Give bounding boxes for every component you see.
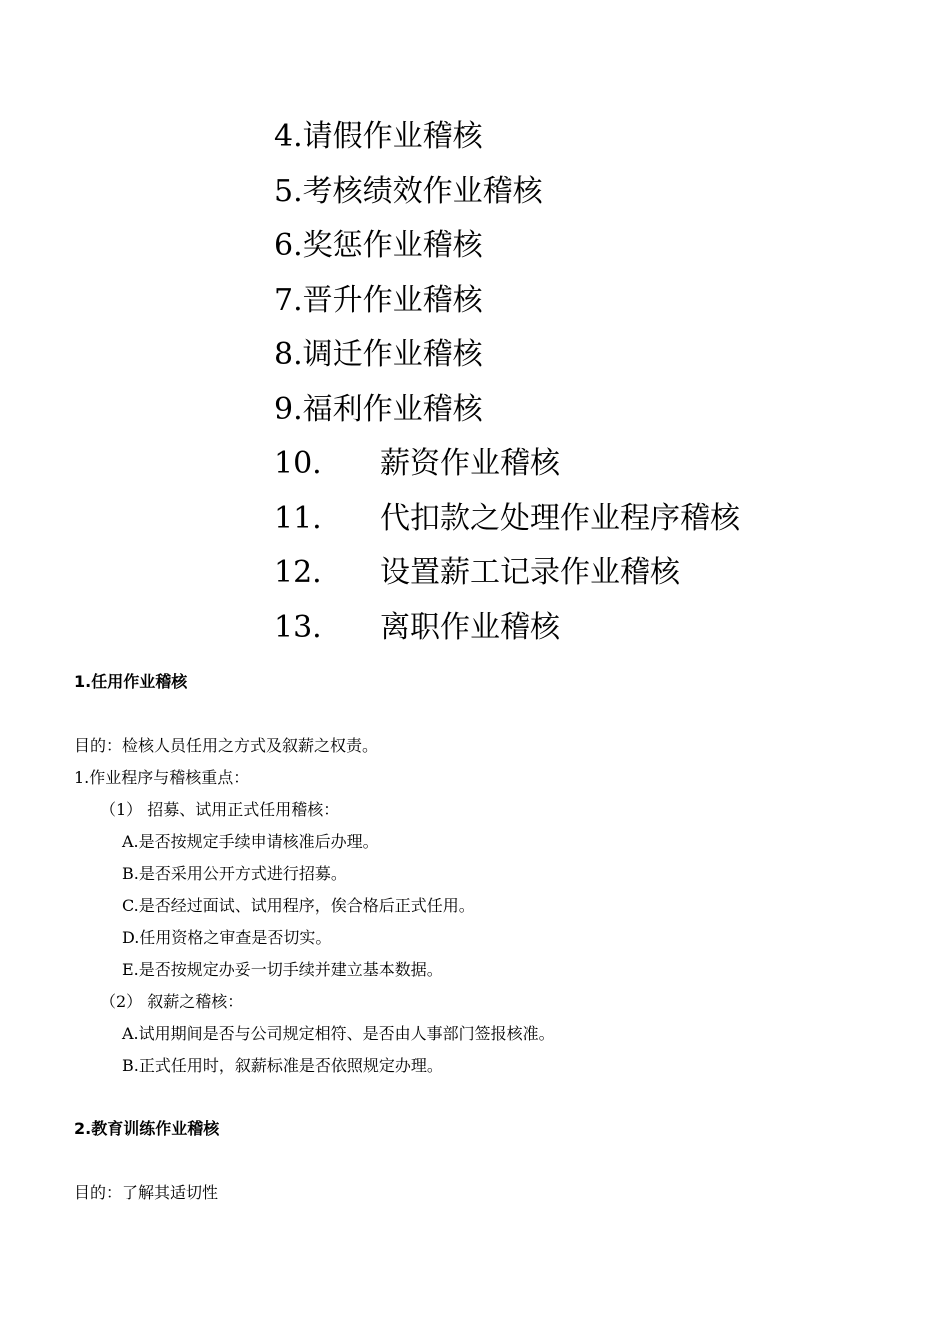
toc-item-number: 4. — [274, 119, 303, 154]
toc-item-number: 7. — [274, 282, 303, 318]
check-item: A.是否按规定手续申请核准后办理。 — [122, 832, 379, 851]
toc-item — [274, 110, 740, 165]
toc-item-number: 11. — [274, 500, 322, 536]
toc-item-title: 晋升作业稽核 — [302, 282, 483, 318]
toc-item — [274, 437, 740, 492]
purpose-text: 目的：检核人员任用之方式及叙薪之权责。 — [74, 736, 379, 755]
toc-item-title: 薪资作业稽核 — [380, 446, 560, 481]
toc-item-title: 离职作业稽核 — [380, 609, 560, 645]
toc-item-number: 8. — [274, 337, 303, 372]
check-item: A.试用期间是否与公司规定相符、是否由人事部门签报核准。 — [122, 1024, 555, 1043]
subsection-title: （1） 招募、试用正式任用稽核： — [100, 800, 340, 819]
toc-item-number: 10. — [274, 446, 322, 481]
toc-item — [274, 328, 740, 383]
toc-list — [274, 110, 740, 655]
procedure-title: 1.作业程序与稽核重点： — [74, 768, 250, 787]
toc-item-title: 调迁作业稽核 — [302, 337, 483, 372]
section-heading-appointment: 1.任用作业稽核 — [74, 672, 188, 691]
toc-item-title: 福利作业稽核 — [302, 391, 483, 427]
toc-item-number: 13. — [274, 609, 322, 645]
toc-item-number: 5. — [274, 173, 303, 209]
purpose-text: 目的：了解其适切性 — [74, 1183, 219, 1202]
toc-item-number: 12. — [274, 555, 322, 590]
toc-item-number: 9. — [274, 391, 303, 427]
toc-item-title: 奖惩作业稽核 — [302, 228, 483, 263]
toc-item-number: 6. — [274, 228, 303, 263]
toc-item-title: 请假作业稽核 — [302, 119, 483, 154]
section-heading-training: 2.教育训练作业稽核 — [74, 1119, 220, 1138]
check-item: D.任用资格之审查是否切实。 — [122, 928, 332, 947]
toc-item — [274, 274, 740, 329]
check-item: C.是否经过面试、试用程序，俟合格后正式任用。 — [122, 896, 475, 915]
toc-item — [274, 383, 740, 438]
check-item: B.正式任用时，叙薪标准是否依照规定办理。 — [122, 1056, 443, 1075]
toc-item-title: 设置薪工记录作业稽核 — [380, 555, 680, 590]
toc-item — [274, 219, 740, 274]
toc-item — [274, 492, 740, 547]
toc-item — [274, 546, 740, 601]
toc-item-title: 代扣款之处理作业程序稽核 — [380, 500, 740, 536]
toc-item-title: 考核绩效作业稽核 — [302, 173, 543, 209]
check-item: B.是否采用公开方式进行招募。 — [122, 864, 347, 883]
subsection-title: （2） 叙薪之稽核： — [100, 992, 244, 1011]
check-item: E.是否按规定办妥一切手续并建立基本数据。 — [122, 960, 443, 979]
toc-item — [274, 165, 740, 220]
toc-item — [274, 601, 740, 656]
